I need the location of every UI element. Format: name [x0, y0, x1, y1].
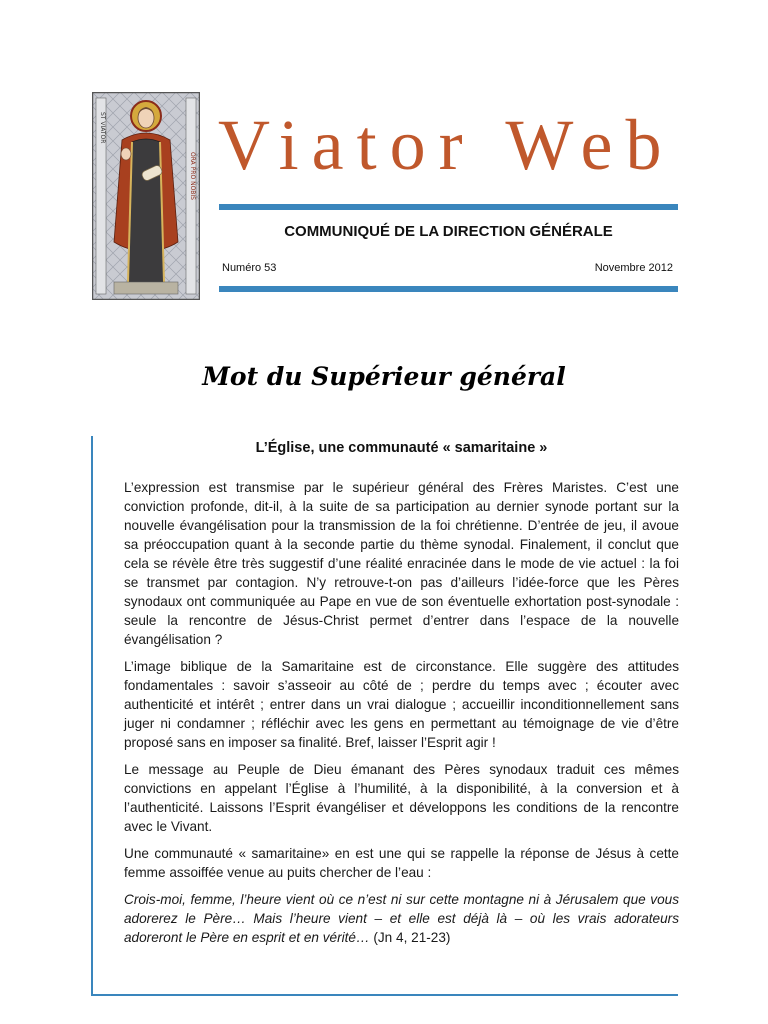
issue-date: Novembre 2012 — [594, 262, 673, 274]
svg-text:ORA PRO NOBIS: ORA PRO NOBIS — [189, 152, 196, 200]
masthead — [218, 100, 678, 190]
frame-bottom-border — [91, 994, 678, 996]
svg-text:ST VIATOR: ST VIATOR — [99, 112, 106, 144]
quote-reference: (Jn 4, 21-23) — [369, 930, 451, 945]
paragraph-1: L’expression est transmise par le supérieur général des Frères Maristes. C’est une conviction profonde, dit-il, à la suite de sa participation au dernier synode portant sur la nouvelle évangélisation pour la transmission de la foi chrétienne. D’entrée de jeu, il avoue sa préoccupation quant à la seconde partie du thème synodal. Finalement, il conclut que cela se révèle être très suggestif d’une réalité enracinée dans le mode de vie actuel : la foi se transmet par contagion. N’y retrouve-t-on pas d’ailleurs l’idée-force que les Pères synodaux ont communiquée au Pape en vue de son éventuelle exhortation post-synodale : seule la rencontre de Jésus-Christ permet d’entrer dans l’espace de la nouvelle évangélisation ? — [124, 480, 679, 647]
article — [124, 440, 679, 955]
communique-subtitle: COMMUNIQUÉ DE LA DIRECTION GÉNÉRALE — [284, 223, 613, 240]
scripture-quote — [124, 890, 679, 947]
paragraph-2: L’image biblique de la Samaritaine est de circonstance. Elle suggère des attitudes fondamentales : savoir s’asseoir au côté de ; perdre du temps avec ; écouter avec authenticité et intérêt ; entrer dans un vrai dialogue ; accueillir inconditionnellement sans juger ni condamner ; réfléchir avec les gens en permettant au témoignage de vie d’être proposé sans en imposer sa finalité. Bref, laisser l’Esprit agir ! — [124, 659, 679, 750]
paragraph-3: Le message au Peuple de Dieu émanant des Pères synodaux traduit ces mêmes convictions en appelant l’Église à l’humilité, à la disponibilité, à la conversion et à l’authenticité. Laissons l’Esprit évangéliser et développons les conditions de la rencontre avec le Vivant. — [124, 762, 679, 834]
stained-glass-image — [92, 92, 200, 300]
section-title: Mot du Supérieur général — [202, 362, 566, 391]
bottom-rule — [219, 286, 678, 292]
frame-left-border — [91, 436, 93, 996]
paragraph-4: Une communauté « samaritaine» en est une qui se rappelle la réponse de Jésus à cette femme assoiffée venue au puits chercher de l’eau : — [124, 846, 679, 880]
issue-number: Numéro 53 — [222, 262, 277, 274]
article-title: L’Église, une communauté « samaritaine » — [255, 440, 548, 456]
quote-text: Crois-moi, femme, l’heure vient où ce n’est ni sur cette montagne ni à Jérusalem que vous adorerez le Père… Mais l’heure vient – et elle est déjà là – où les vrais adorateurs adoreront le Père en esprit et en vérité… — [124, 892, 679, 945]
top-rule — [219, 204, 678, 210]
publication-title: Viator Web — [218, 105, 675, 185]
